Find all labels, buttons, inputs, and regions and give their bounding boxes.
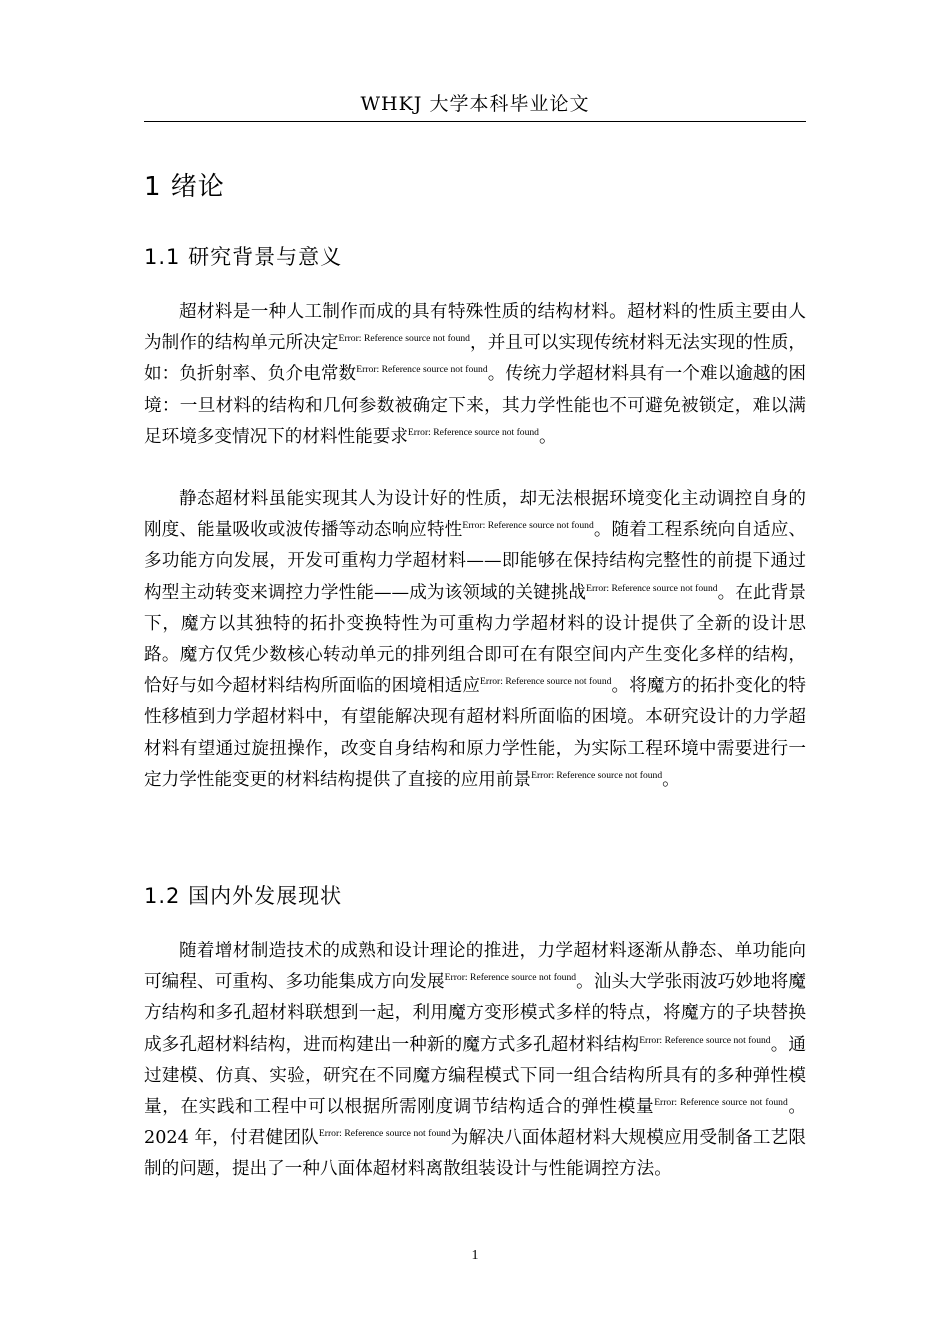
body-paragraph xyxy=(144,484,806,796)
paragraph-text: 。2024 年，付君健团队 xyxy=(144,1097,806,1149)
running-header: WHKJ 大学本科毕业论文 xyxy=(360,93,590,115)
citation-error-ref: Error: Reference source not found xyxy=(639,1034,771,1046)
citation-error-ref: Error: Reference source not found xyxy=(480,676,612,688)
paragraph-text: 为解决八面体超材料大规模应用受制备工艺限制的问题，提出了一种八面体超材料离散组装设计与性能调控方法。 xyxy=(144,1128,806,1180)
paragraph-text: 随着增材制造技术的成熟和设计理论的推进，力学超材料逐渐从静态、单功能向可编程、可重构、多功能集成方向发展 xyxy=(144,941,806,993)
paragraph-text: ，并且可以实现传统材料无法实现的性质，如：负折射率、负介电常数 xyxy=(144,333,806,385)
chapter-title: 1 绪论 xyxy=(144,172,225,202)
paragraph-text: 。 xyxy=(538,426,557,447)
body-paragraph xyxy=(144,297,806,453)
paragraph-text: 。传统力学超材料具有一个难以逾越的困境：一旦材料的结构和几何参数被确定下来，其力学性能也不可避免被锁定，难以满足环境多变情况下的材料性能要求 xyxy=(144,364,806,447)
paragraph-text: 。通过建模、仿真、实验，研究在不同魔方编程模式下同一组合结构所具有的多种弹性模量，在实践和工程中可以根据所需刚度调节结构适合的弹性模量 xyxy=(144,1034,806,1118)
citation-error-ref: Error: Reference source not found xyxy=(356,364,488,376)
citation-error-ref: Error: Reference source not found xyxy=(407,426,539,438)
citation-error-ref: Error: Reference source not found xyxy=(654,1097,788,1109)
paragraph-text: 。将魔方的拓扑变化的特性移植到力学超材料中，有望能解决现有超材料所面临的困境。本研究设计的力学超材料有望通过旋扭操作，改变自身结构和原力学性能，为实际工程环境中需要进行一定力学性能变更的材料结构提供了直接的应用前景 xyxy=(144,676,806,790)
paragraph-text: 。 xyxy=(662,769,680,790)
citation-error-ref: Error: Reference source not found xyxy=(531,769,663,781)
paragraph-text: 超材料是一种人工制作而成的具有特殊性质的结构材料。超材料的性质主要由人为制作的结构单元所决定 xyxy=(144,302,806,354)
paragraph-text: 。汕头大学张雨波巧妙地将魔方结构和多孔超材料联想到一起，利用魔方变形模式多样的特点，将魔方的子块替换成多孔超材料结构，进而构建出一种新的魔方式多孔超材料结构 xyxy=(144,972,806,1055)
citation-error-ref: Error: Reference source not found xyxy=(462,520,594,532)
paragraph-text: 静态超材料虽能实现其人为设计好的性质，却无法根据环境变化主动调控自身的刚度、能量吸收或波传播等动态响应特性 xyxy=(144,489,806,541)
citation-error-ref: Error: Reference source not found xyxy=(318,1128,451,1140)
citation-error-ref: Error: Reference source not found xyxy=(338,333,470,345)
page-number: 1 xyxy=(471,1248,479,1263)
body-paragraph xyxy=(144,936,806,1186)
citation-error-ref: Error: Reference source not found xyxy=(444,972,577,984)
paragraph-text: 。在此背景下，魔方以其独特的拓扑变换特性为可重构力学超材料的设计提供了全新的设计思路。魔方仅凭少数核心转动单元的排列组合即可在有限空间内产生变化多样的结构，恰好与如今超材料结构所面临的困境相适应 xyxy=(144,582,806,697)
section-title-1-1: 1.1 研究背景与意义 xyxy=(144,245,343,269)
citation-error-ref: Error: Reference source not found xyxy=(586,582,718,594)
section-title-1-2: 1.2 国内外发展现状 xyxy=(144,884,343,908)
header-rule xyxy=(144,121,806,122)
paragraph-text: 。随着工程系统向自适应、多功能方向发展，开发可重构力学超材料——即能够在保持结构完整性的前提下通过构型主动转变来调控力学性能——成为该领域的关键挑战 xyxy=(144,520,806,603)
